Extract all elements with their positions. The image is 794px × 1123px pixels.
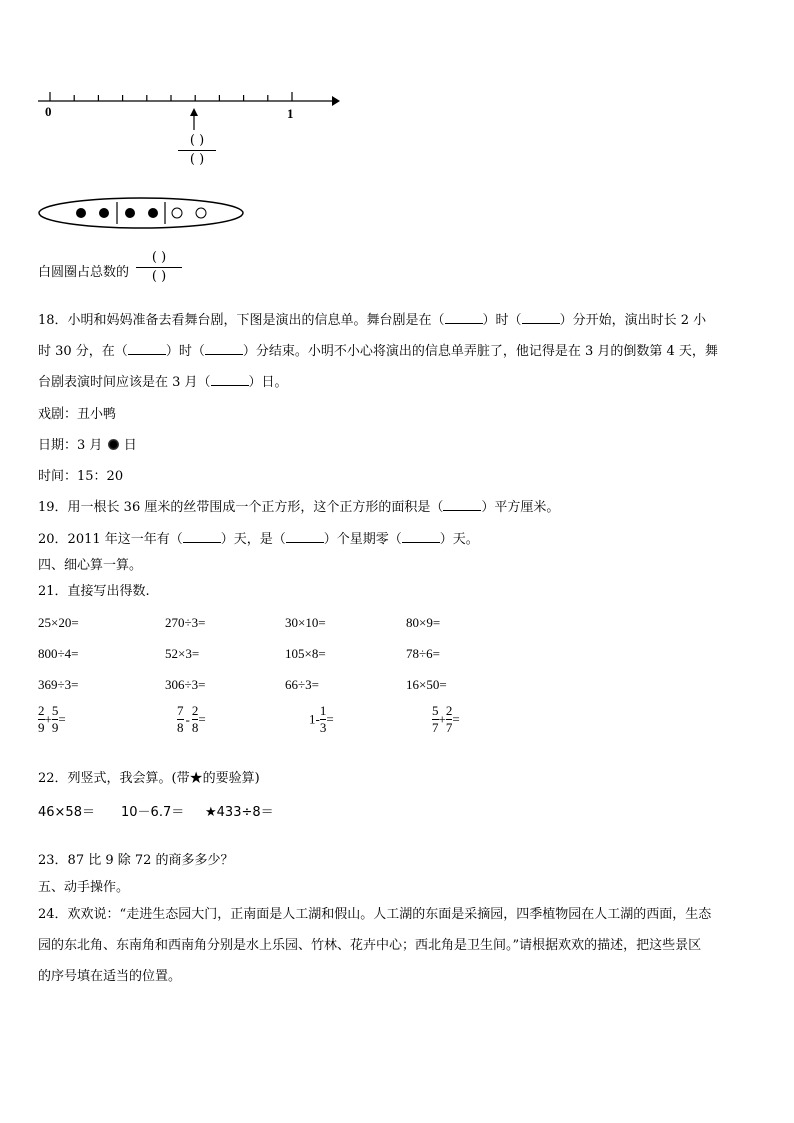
answer-blank[interactable] xyxy=(443,499,481,511)
fraction-expression: $\frac{5}{7}$ + $\frac{2}{7}$ = xyxy=(432,703,460,735)
q18-text: 台剧表演时间应该是在 3 月（ xyxy=(38,375,211,390)
q20-text: ）天，是（ xyxy=(220,532,286,547)
calc-item: 369÷3= xyxy=(38,677,79,692)
q18-text: 18．小明和妈妈准备去看舞台剧，下图是演出的信息单。舞台剧是在（ xyxy=(38,313,445,328)
number-line-ticks xyxy=(50,92,292,101)
calc-item: 30×10= xyxy=(285,615,326,630)
fraction-expression: $\frac{7}{8}$ - $\frac{2}{8}$ = xyxy=(177,703,206,735)
fraction-expression: $\frac{2}{9}$ + $\frac{5}{9}$ = xyxy=(38,703,66,735)
ink-blot-icon xyxy=(108,439,119,450)
q19-text: 19．用一根长 36 厘米的丝带围成一个正方形，这个正方形的面积是（ xyxy=(38,500,444,515)
circles-caption: 白圆圈占总数的 xyxy=(38,265,130,280)
q18-line1 xyxy=(38,312,706,330)
number-line-answer-fraction xyxy=(178,134,216,167)
q18-text: ）日。 xyxy=(248,375,288,390)
section-four-heading: 四、细心算一算。 xyxy=(38,558,143,573)
answer-blank[interactable] xyxy=(445,312,483,324)
q19-text: ）平方厘米。 xyxy=(481,500,560,515)
answer-blank[interactable] xyxy=(522,312,560,324)
answer-blank[interactable] xyxy=(183,531,221,543)
answer-blank[interactable] xyxy=(128,343,166,355)
fraction: $\frac{5}{9}$ xyxy=(51,703,59,735)
oval-outline xyxy=(39,198,243,228)
circles-oval-figure xyxy=(37,196,249,232)
circles-answer-fraction xyxy=(136,251,182,284)
q18-info-date xyxy=(38,437,137,455)
calc-item: 800÷4= xyxy=(38,646,79,661)
q22-item: 46×58＝ xyxy=(38,805,95,820)
filled-circle xyxy=(99,208,109,218)
filled-circle xyxy=(148,208,158,218)
q18-text: ）时（ xyxy=(482,313,522,328)
fraction-bar xyxy=(136,267,182,268)
q18-line3 xyxy=(38,374,288,392)
q22-title: 22．列竖式，我会算。(带★的要验算) xyxy=(38,771,260,786)
calc-item: 270÷3= xyxy=(165,615,206,630)
calc-item: 78÷6= xyxy=(406,646,440,661)
filled-circle xyxy=(76,208,86,218)
q18-date-label: 日期：3 月 xyxy=(38,438,103,453)
q20 xyxy=(38,531,479,549)
q18-text: ）时（ xyxy=(165,344,205,359)
q19 xyxy=(38,499,559,517)
fraction-denominator: ( ) xyxy=(151,269,167,284)
fraction: $\frac{2}{8}$ xyxy=(191,703,199,735)
empty-circle xyxy=(172,208,182,218)
q20-text: ）个星期零（ xyxy=(323,532,402,547)
calc-item: 25×20= xyxy=(38,615,79,630)
q20-text: 20．2011 年这一年有（ xyxy=(38,532,183,547)
q24-line3: 的序号填在适当的位置。 xyxy=(38,969,182,984)
calc-item: 52×3= xyxy=(165,646,200,661)
q24-line1: 24．欢欢说：“走进生态园大门，正南面是人工湖和假山。人工湖的东面是采摘园，四季植物园在人工湖的西面，生态 xyxy=(38,907,712,922)
q18-line2 xyxy=(38,343,718,361)
q18-text: 时 30 分，在（ xyxy=(38,344,128,359)
fraction-expression: 1- $\frac{1}{3}$ = xyxy=(309,703,334,735)
arrow-head-icon xyxy=(332,96,340,106)
fraction-denominator: ( ) xyxy=(189,152,205,167)
q20-text: ）天。 xyxy=(439,532,479,547)
fraction: $\frac{2}{9}$ xyxy=(38,703,45,735)
q18-text: ）分结束。小明不小心将演出的信息单弄脏了，他记得是在 3 月的倒数第 4 天，舞 xyxy=(242,344,718,359)
calc-item: 306÷3= xyxy=(165,677,206,692)
q24-line2: 园的东北角、东南角和西南角分别是水上乐园、竹林、花卉中心；西北角是卫生间。”请根据欢欢的描述，把这些景区 xyxy=(38,938,702,953)
q18-text: ）分开始，演出时长 2 小 xyxy=(559,313,707,328)
calc-item: 16×50= xyxy=(406,677,447,692)
number-line-label-0: 0 xyxy=(45,104,52,119)
fraction: $\frac{2}{7}$ xyxy=(445,703,453,735)
empty-circle xyxy=(196,208,206,218)
fraction: $\frac{7}{8}$ xyxy=(177,703,184,735)
q18-info-play: 戏剧：丑小鸭 xyxy=(38,407,117,422)
q21-title: 21．直接写出得数. xyxy=(38,584,150,599)
fraction-numerator: ( ) xyxy=(189,133,205,148)
q23: 23．87 比 9 除 72 的商多多少？ xyxy=(38,853,234,868)
q22-item: 10－6.7＝ xyxy=(121,805,185,820)
calc-item: 105×8= xyxy=(285,646,326,661)
calc-item: 80×9= xyxy=(406,615,441,630)
q18-date-suffix: 日 xyxy=(123,438,137,453)
q22-item: ★433÷8＝ xyxy=(205,805,274,820)
up-arrow-icon xyxy=(188,108,200,130)
calc-item: 66÷3= xyxy=(285,677,319,692)
section-five-heading: 五、动手操作。 xyxy=(38,880,130,895)
answer-blank[interactable] xyxy=(211,374,249,386)
fraction-bar xyxy=(178,150,216,151)
filled-circle xyxy=(125,208,135,218)
fraction: $\frac{5}{7}$ xyxy=(432,703,439,735)
q18-info-time: 时间：15：20 xyxy=(38,469,124,484)
number-line-label-1: 1 xyxy=(287,106,294,121)
answer-blank[interactable] xyxy=(286,531,324,543)
fraction-numerator: ( ) xyxy=(151,250,167,265)
answer-blank[interactable] xyxy=(402,531,440,543)
answer-blank[interactable] xyxy=(205,343,243,355)
fraction: $\frac{1}{3}$ xyxy=(319,703,327,735)
